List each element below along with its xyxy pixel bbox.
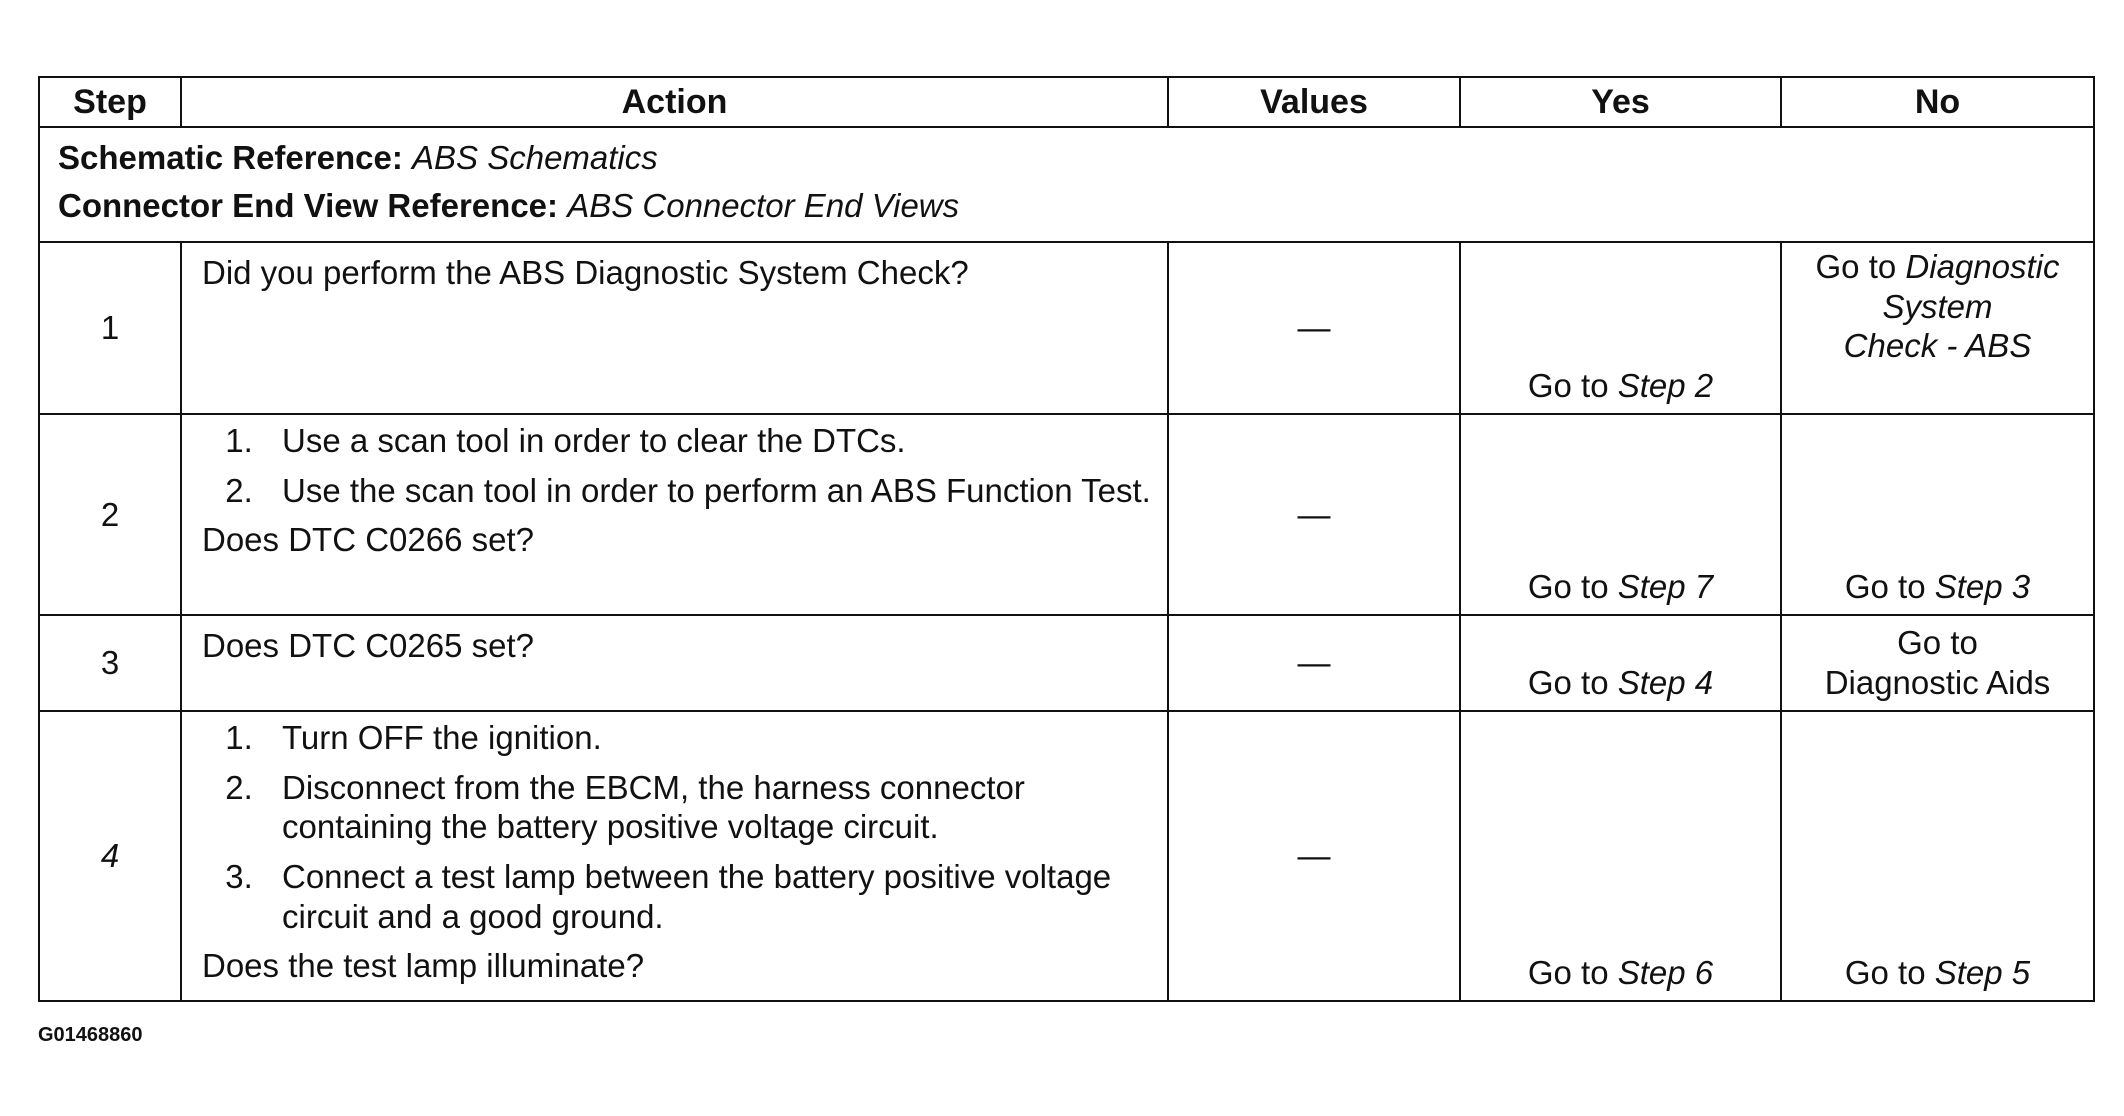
yes-prefix: Go to	[1527, 663, 1618, 701]
values-cell	[1168, 414, 1460, 615]
step-number: 2	[39, 414, 181, 615]
header-no: No	[1781, 77, 2094, 127]
action-question: Does the test lamp illuminate?	[202, 947, 645, 985]
values-cell	[1168, 615, 1460, 711]
no-cell	[1781, 414, 2094, 615]
header-action: Action	[181, 77, 1168, 127]
action-cell	[181, 414, 1168, 615]
no-step-link[interactable]: Step 5	[1934, 953, 2031, 991]
value-dash: —	[1297, 644, 1331, 682]
yes-step-link[interactable]: Step 6	[1617, 953, 1714, 991]
yes-step-link[interactable]: Step 2	[1617, 366, 1714, 404]
substep-item: 1. Turn OFF the ignition.	[262, 718, 1157, 758]
table-row	[39, 242, 2094, 414]
substep-item: 2. Disconnect from the EBCM, the harness connector containing the battery positive voltage circuit.	[262, 768, 1157, 847]
header-row	[39, 77, 2094, 127]
substep-item: 3. Connect a test lamp between the battery positive voltage circuit and a good ground.	[262, 857, 1157, 936]
values-cell	[1168, 711, 1460, 1001]
substep-item: 2. Use the scan tool in order to perform an ABS Function Test.	[262, 471, 1157, 511]
header-yes: Yes	[1460, 77, 1781, 127]
no-line1: Go to	[1897, 624, 1978, 661]
step-number: 4	[39, 711, 181, 1001]
substep-list	[202, 718, 1157, 936]
action-question: Does DTC C0266 set?	[202, 521, 534, 559]
connector-reference-link[interactable]: ABS Connector End Views	[567, 186, 960, 224]
step-number: 1	[39, 242, 181, 414]
yes-cell	[1460, 711, 1781, 1001]
action-cell	[181, 242, 1168, 414]
action-question: Does DTC C0265 set?	[202, 627, 534, 665]
header-values: Values	[1168, 77, 1460, 127]
table-row	[39, 711, 2094, 1001]
table-row	[39, 615, 2094, 711]
yes-cell	[1460, 242, 1781, 414]
header-step: Step	[39, 77, 181, 127]
action-cell	[181, 711, 1168, 1001]
yes-step-link[interactable]: Step 7	[1617, 567, 1714, 605]
no-prefix: Go to	[1844, 567, 1935, 605]
table-row	[39, 414, 2094, 615]
yes-cell	[1460, 615, 1781, 711]
no-step-link[interactable]: Step 3	[1934, 567, 2031, 605]
no-prefix: Go to	[1815, 248, 1906, 286]
yes-prefix: Go to	[1527, 953, 1618, 991]
value-dash: —	[1297, 495, 1331, 533]
reference-cell	[39, 127, 2094, 242]
no-cell	[1781, 242, 2094, 414]
schematic-reference-label: Schematic Reference:	[58, 139, 403, 176]
yes-cell	[1460, 414, 1781, 615]
schematic-reference-link[interactable]: ABS Schematics	[412, 139, 658, 176]
substep-item: 1. Use a scan tool in order to clear the DTCs.	[262, 421, 1157, 461]
no-link-line2[interactable]: System	[1882, 287, 1993, 325]
step-number: 3	[39, 615, 181, 711]
reference-row	[39, 127, 2094, 242]
connector-reference-label: Connector End View Reference:	[58, 186, 559, 224]
no-cell	[1781, 615, 2094, 711]
diagnostic-table	[38, 76, 2095, 1002]
connector-reference	[58, 186, 2075, 226]
value-dash: —	[1297, 837, 1331, 875]
substep-list	[202, 421, 1157, 510]
no-diagnostic-link[interactable]: Diagnostic	[1905, 248, 2060, 286]
no-link-line3[interactable]: Check - ABS	[1843, 327, 2032, 365]
yes-step-link[interactable]: Step 4	[1617, 663, 1714, 701]
yes-prefix: Go to	[1527, 366, 1618, 404]
figure-id: G01468860	[38, 1024, 143, 1046]
value-dash: —	[1297, 309, 1331, 347]
schematic-reference	[58, 138, 2075, 178]
action-cell	[181, 615, 1168, 711]
no-cell	[1781, 711, 2094, 1001]
action-question: Did you perform the ABS Diagnostic System Check?	[202, 254, 969, 292]
values-cell	[1168, 242, 1460, 414]
no-diagnostic-aids-link[interactable]: Diagnostic Aids	[1824, 663, 2051, 701]
yes-prefix: Go to	[1527, 567, 1618, 605]
no-prefix: Go to	[1844, 953, 1935, 991]
